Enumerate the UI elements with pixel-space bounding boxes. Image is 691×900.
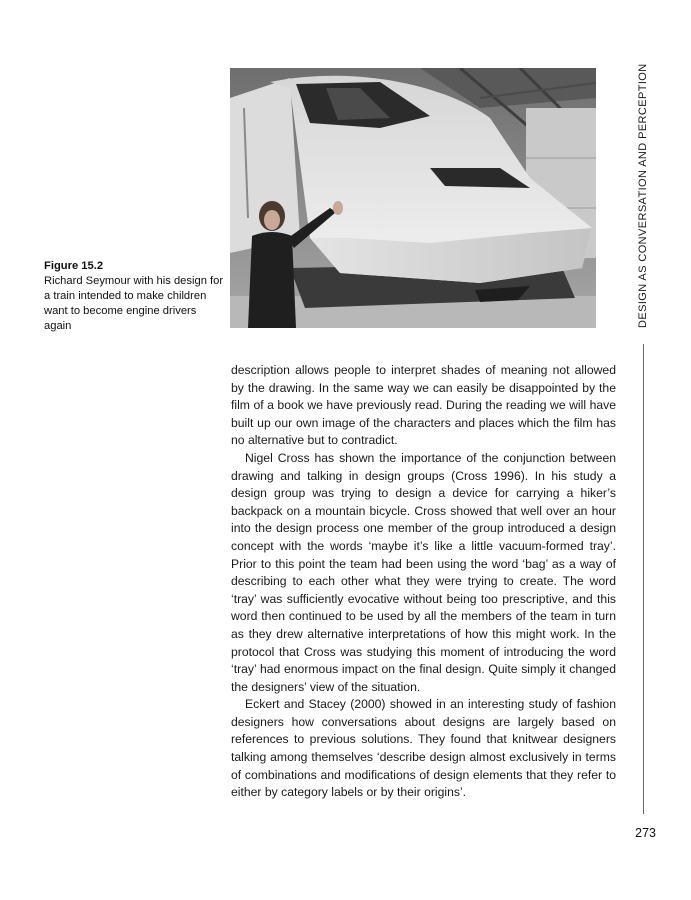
body-text xyxy=(231,362,616,802)
figure-caption xyxy=(44,259,226,334)
running-head: DESIGN AS CONVERSATION AND PERCEPTION xyxy=(637,63,649,328)
paragraph: Nigel Cross has shown the importance of the conjunction between drawing and talking in design groups (Cross 1996). In his study a design group was trying to design a device for carrying a hiker’s backpack on a mountain bicycle. Cross showed that well over an hour into the design process one member of the group introduced a design concept with the words ‘maybe it’s like a little vacuum-formed tray’. Prior to this point the team had been using the word ‘bag’ as a way of describing to each other what they were trying to create. The word ‘tray’ was sufficiently evocative without being too prescriptive, and this word then continued to be used by all the members of the team in turn as they drew alternative interpretations of how this might work. In the protocol that Cross was studying this moment of introducing the word ‘tray’ had enormous impact on the final design. Quite simply it changed the designers’ view of the situation. xyxy=(231,450,616,694)
paragraph: Eckert and Stacey (2000) showed in an interesting study of fashion designers how conversations about designs are largely based on references to previous solutions. They found that knitwear designers talking among themselves ‘describe design almost exclusively in terms of combinations and modifications of design elements that they refer to either by category labels or by their origins’. xyxy=(231,697,616,800)
train-photo-illustration xyxy=(230,68,596,328)
figure-label: Figure 15.2 xyxy=(44,260,104,272)
figure-caption-text: Richard Seymour with his design for a train intended to make children want to become engine drivers again xyxy=(44,275,224,332)
page-number: 273 xyxy=(635,826,656,840)
paragraph: description allows people to interpret shades of meaning not allowed by the drawing. In the same way we can easily be disappointed by the film of a book we have previously read. During the reading we will have built up our own image of the characters and places which the film has no alternative but to contradict. xyxy=(231,363,616,448)
vertical-rule xyxy=(643,344,644,814)
figure-photo xyxy=(230,68,596,328)
